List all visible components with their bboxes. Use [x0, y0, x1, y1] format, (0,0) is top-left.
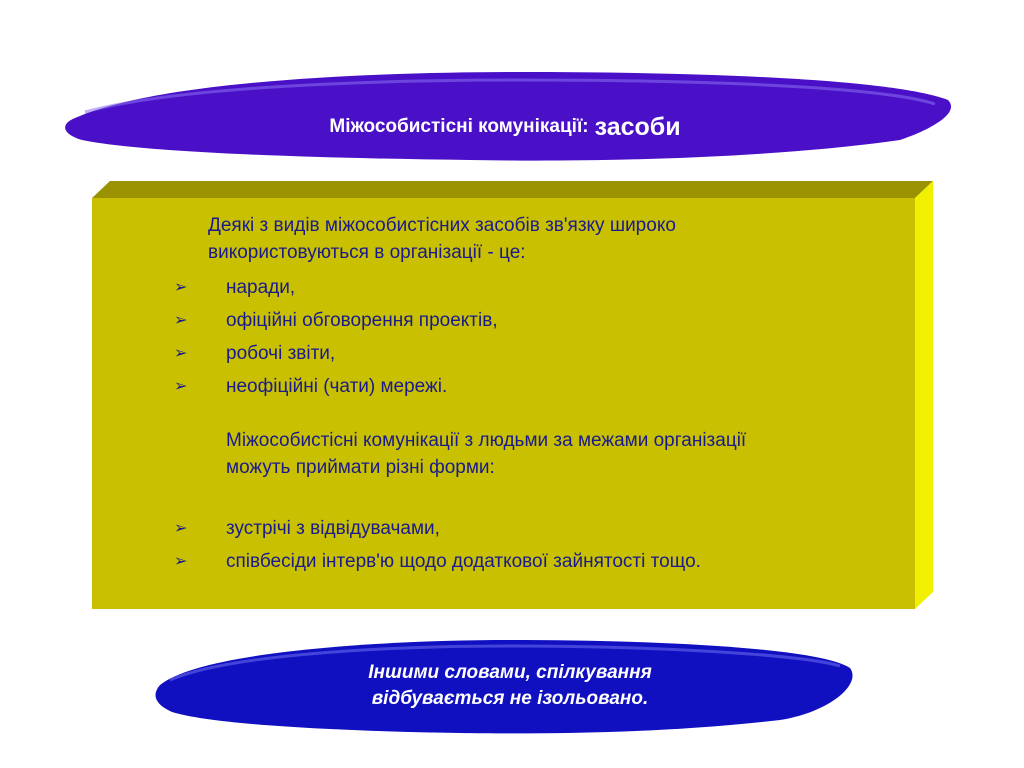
conclusion-line-1: Іншими словами, спілкування — [368, 662, 652, 683]
arrowhead-bullet-icon: ➢ — [174, 378, 188, 395]
list-item: ➢ зустрічі з відвідувачами, — [160, 515, 900, 542]
bullet-list-internal — [160, 274, 900, 400]
conclusion-line-2: відбувається не ізольовано. — [371, 688, 649, 709]
external-paragraph — [226, 427, 900, 481]
intro-line-1: Деякі з видів міжособистісних засобів зв'язку широко — [208, 215, 676, 236]
arrowhead-bullet-icon: ➢ — [174, 345, 188, 362]
title-text: Міжособистісні комунікації: — [329, 116, 589, 137]
intro-line-2: використовуються в організації - це: — [208, 242, 526, 263]
arrowhead-bullet-icon: ➢ — [174, 553, 188, 570]
bullet-list-external — [160, 515, 900, 575]
para2-line-2: можуть приймати різні форми: — [226, 457, 495, 478]
slide-title — [60, 107, 950, 147]
conclusion-text — [170, 660, 850, 712]
intro-paragraph — [208, 212, 900, 266]
list-item: ➢ робочі звіти, — [160, 340, 900, 367]
list-item: ➢ наради, — [160, 274, 900, 301]
arrowhead-bullet-icon: ➢ — [174, 312, 188, 329]
para2-line-1: Міжособистісні комунікації з людьми за межами організації — [226, 430, 747, 451]
arrowhead-bullet-icon: ➢ — [174, 520, 188, 537]
list-item: ➢ неофіційні (чати) мережі. — [160, 373, 900, 400]
list-item: ➢ співбесіди інтерв'ю щодо додаткової зайнятості тощо. — [160, 548, 900, 575]
list-item: ➢ офіційні обговорення проектів, — [160, 307, 900, 334]
arrowhead-bullet-icon: ➢ — [174, 279, 188, 296]
content-text — [160, 212, 900, 575]
title-emphasis: засоби — [594, 112, 681, 141]
